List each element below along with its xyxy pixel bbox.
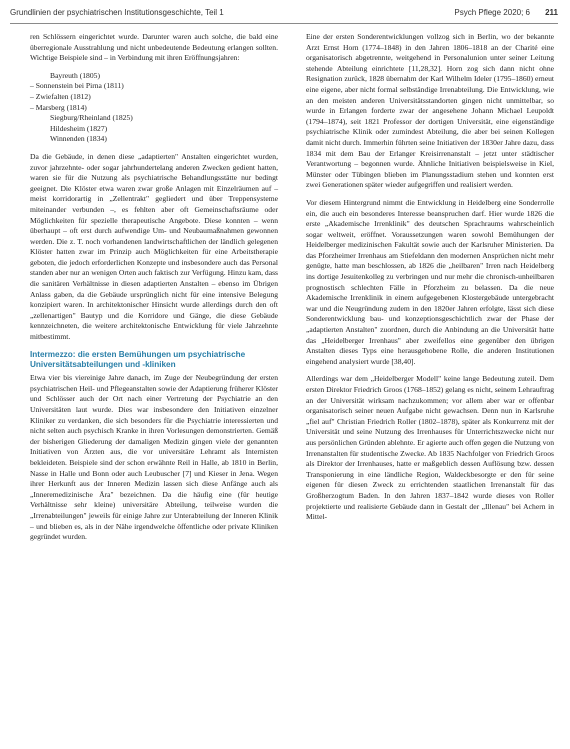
running-header [0,0,570,30]
paragraph-gebaeude: Da die Gebäude, in denen diese „adaptierten" Anstalten eingerichtet wurden, zuvor jahrzehnte- oder sogar jahrhundertelang anderen Zwecken gedient hatten, waren sie für die Nutzung als psychiatrische Behandlungsstätte nur bedingt geeignet. Die Klöster etwa waren zwar große Anlagen mit Einzelräumen auf – meist korridorartig in „Zellentrakt" gegliedert und über Treppensysteme miteinander verbunden –, es fehlten aber oft Gemeinschaftsräume oder Möglichkeiten für spezielle therapeutische Angebote. Diese konnten – wenn überhaupt – oft erst durch aufwendige Um- und Neubaumaßnahmen gewonnen werden. Die z. T. noch vorhandenen landwirtschaftlichen der ländlich gelegenen Klöster hatten zwar im Prinzip auch Möglichkeiten für eine Arbeitstherapie geboten, die jedoch erforderlichen Konzepte und insbesondere auch das Personal standen aber nur an wenigen Orten auch faktisch zur Verfügung. Hinzu kam, dass die sanitären Verhältnisse in diesen adaptierten Anstalten – ebenso im Übrigen Anlass gaben, da die Gebäude ursprünglich nicht für eine intensive Belegung konzipiert waren. In architektonischer Hinsicht wurde allerdings durch den oft „zellenartigen" Bautyp und die Korridore und Gänge, die diese Gebäude kennzeichneten, die weitere architektonische Entwicklung für viele Jahrzehnte mitbestimmt. [30,151,278,342]
list-item-sonnenstein [30,81,278,92]
running-title: Grundlinien der psychiatrischen Institutionsgeschichte, Teil 1 [10,8,224,17]
paragraph-intermezzo: Etwa vier bis viereinige Jahre danach, im Zuge der Neubegründung der ersten psychiatrischen Heil- und Pflegeanstalten sowie der Adaptierung früherer Klöster und Schlösser auch der Ort nach einer Vertretung der Psychiatrie an den Universitäten laut wurde. Dies war insbesondere den Initiativen einzelner Kliniker zu verdanken, die sich besonders für die Psychiatrie interessierten und nicht selten auch psychisch Kranke in ihren Vorlesungen demonstrierten. Gemäß der bisherigen Gliederung der damaligen Medizin gingen viele der genannten Initiativen von Ärzten aus, die vor universitäre Lehramt als Internisten bekleideten. Beispiele sind der schon erwähnte Reil in Halle, ab 1810 in Berlin, Nasse in Halle und Bonn oder auch Leubuscher [7] und Kieser in Jena. Wegen ihrer Herkunft aus der Inneren Medizin lassen sich diese Anfänge auch als „Inneremedizinische Ära" bezeichnen. Da die häufig eine (für heutige Verhältnisse sehr kleine) universitäre Abteilung, teilweise wurden die „Irrenabteilungen" jeweils für einige Jahre zur Unterabteilung der Inneren Klinik – und blieben es, als in der Nähe irgendwelche öffentliche oder private Kliniken gegründet wurden. [30,373,278,542]
paragraph-heidelberger-modell: Allerdings war dem „Heidelberger Modell" keine lange Bedeutung zuteil. Dem ersten Direktor Friedrich Groos (1768–1852) gelang es nicht, seinem Lehrauftrag an der Universität wirksam nachzukommen; vor allem aber war er offenbar organisatorisch seiner neuen Aufgabe nicht gewachsen. Denn nun in Karlsruhe „fiel auf" Christian Friedrich Roller (1802–1878), später als Konkurrenz mit der Universität und seine Nutzung des Irrenhauses für Unterrichtszwecke nicht nur aus persönlichen Gründen ablehnte. Er agierte auch offen gegen die Nutzung von Irrenanstalten für studentische Zwecke. Ab 1835 Nachfolger von Friedrich Groos als Direktor der Irrenhauses, hatte er maßgeblich dessen Auflösung bzw. dessen Transponierung in eine ländliche Region, Waldeckbesorgte er den für seine eigenen für diesen Zweck zu errichtenden staatlichen Irrenanstalt für das Großherzogtum Baden. In den Jahren 1837–1842 wurde dieses von Roller projektierte und realisierte Gebäude dann in Gestalt der „Illenau" bei Achern in Mittel- [306,374,554,522]
list-item-label: Marsberg (1814) [35,102,87,112]
list-item-label: Zwiefalten (1812) [35,91,91,101]
list-item-bayreuth: Bayreuth (1805) [50,70,100,80]
paragraph-heidelberg: Vor diesem Hintergrund nimmt die Entwicklung in Heidelberg eine Sonderrolle ein, die auch ein besonderes Interesse beanspruchen darf. Hier wurde 1826 die erste „Akademische Irrenklinik" des deutschen Sprachraums wahrscheinlich sogar weltweit, eröffnet. Voraussetzungen waren sowohl Bemühungen der Heidelberger medizinischen Fakultät sowie auch der Karlsruher Ministerien. Da das Pforzheimer Irrenhaus am Stiefeldann den modernen Ansprüchen nicht mehr genügte, hatte man beschlossen, ab 1826 die „heilbaren" Irren nach Heidelberg ins dortige Jesuitenkolleg zu verbringen und nur mehr die chronisch-unheilbaren prognostisch schlechten Fälle in Pforzheim zu belassen. Da die neue Akademische Irrenklinik in einem aufgegebenen Klostergebäude untergebracht war und die Neugründung zudem in den 1820er Jahren erfolgte, lässt sich diese Sonderentwicklung bau- und konzeptionsgeschichtlich zwar der Phase der „adaptierten Anstalten" zuordnen, durch die Anbindung an die Universität hatte das „Heidelberger Irrenhaus" aber zweifellos eine gegenüber den übrigen Anstalten dieses Typs eine herausgehobene Rolle, die anderen Institutionen eingehend analysiert wurde [38,40]. [306,197,554,366]
list-item-zwiefalten [30,92,278,103]
list-item-winnenden: Winnenden (1834) [50,134,107,144]
journal-citation: Psych Pflege 2020; 6 [454,8,530,17]
list-item-label: Sonnenstein bei Pirna (1811) [35,81,124,91]
header-rule [10,23,558,24]
section-intertitle: Intermezzo: die ersten Bemühungen um psychiatrische Universitätsabteilungen und -kliniken [30,349,246,370]
list-item-marsberg [30,103,278,114]
page-number: 211 [545,8,558,17]
paragraph-intro: ren Schlössern eingerichtet wurde. Darunter waren auch solche, die bald eine überregionale Ausstrahlung und nicht unbedeutende Bedeutung erlangen sollten. Wichtige Beispiele sind – in Verbindung mit ihren Eröffnungsjahren: [30,32,278,63]
list-item-hildesheim: Hildesheim (1827) [50,123,108,133]
right-column [306,32,554,530]
institution-list [30,71,278,145]
list-item-siegburg: Siegburg/Rheinland (1825) [50,113,133,123]
paragraph-sondererfahrung: Eine der ersten Sonderentwicklungen vollzog sich in Berlin, wo der bekannte Arzt Ernst Horn (1774–1848) in den Jahren 1806–1818 an der Charité eine organisatorisch abgetrennte, weitgehend in Personalunion unter seiner Leitung stehende Abteilung einrichtete [11,28,32]. Horn zog sich dann nicht ohne Resignation zurück, 1828 übernahm der Karl Wilhelm Ideler (1795–1860) erneut eine eigene, aber nicht formal selbständige Irrenabteilung. Die Entwicklung, wie an den meisten anderen Universitätsstandorten gingen nicht unmittelbar, so wurde in Erlangen forderte zwar der angesehene Johann Michael Leupoldt (1794–1874), seit 1821 Professor der dortigen Universität, eine eigenständige psychiatrische Klinik oder zumindest Abteilung, die aber bei seinen Kollegen damit nicht durch. Immerhin führten seine Initiativen der 1830er Jahre dazu, dass 1834 mit dem Bau der Erlanger Kreisirrenanstalt – jetzt unter städtischer Verantwortung – begonnen wurde. Ähnliche Initiativen beispielsweise in Kiel, Münster oder Tübingen blieben im Planungsstadium stehen und konnten erst zwei Generationen später wieder aufgegriffen und realisiert werden. [306,32,554,190]
left-column [30,32,278,550]
